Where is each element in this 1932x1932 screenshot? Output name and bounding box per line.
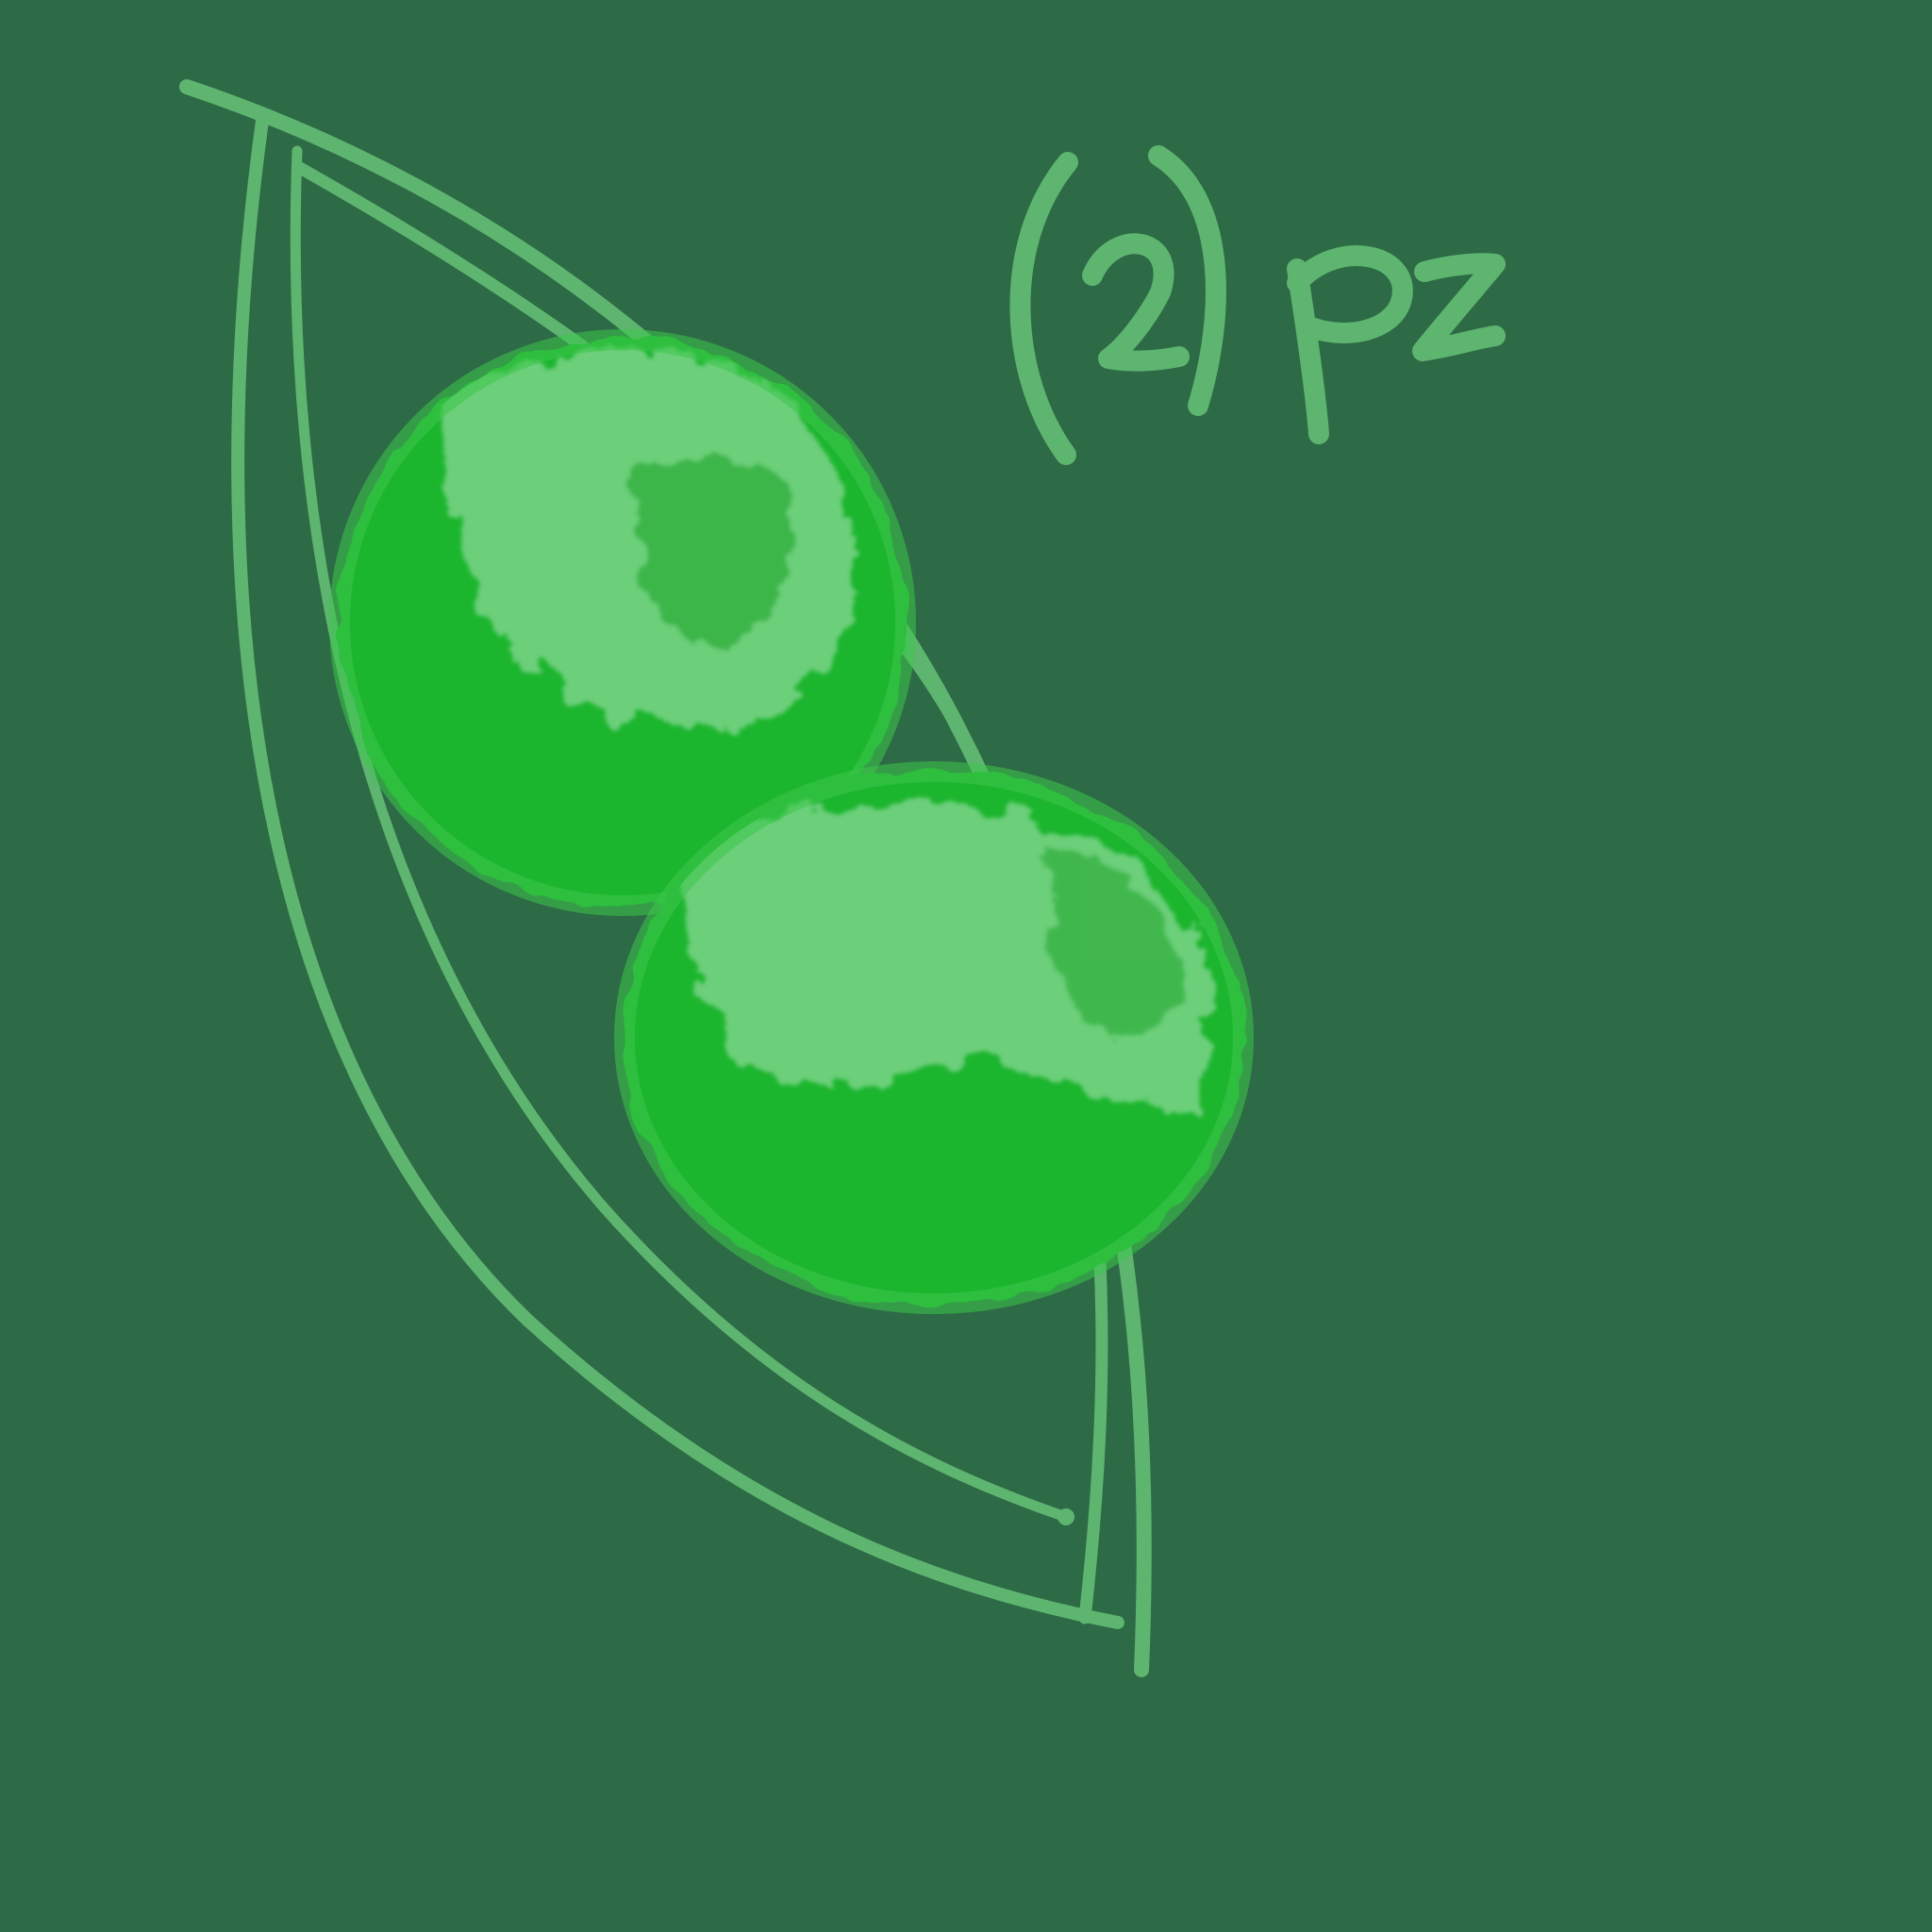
label-digit-2 [1092,243,1179,360]
label-letter-z [1423,263,1495,351]
handwritten-label [1020,156,1495,455]
pod-stem-dot [1058,1508,1074,1525]
label-open-paren [1020,162,1068,455]
label-letter-p-bowl [1297,256,1403,333]
pea-bottom [623,770,1245,1306]
label-letter-p-stem [1297,269,1319,434]
